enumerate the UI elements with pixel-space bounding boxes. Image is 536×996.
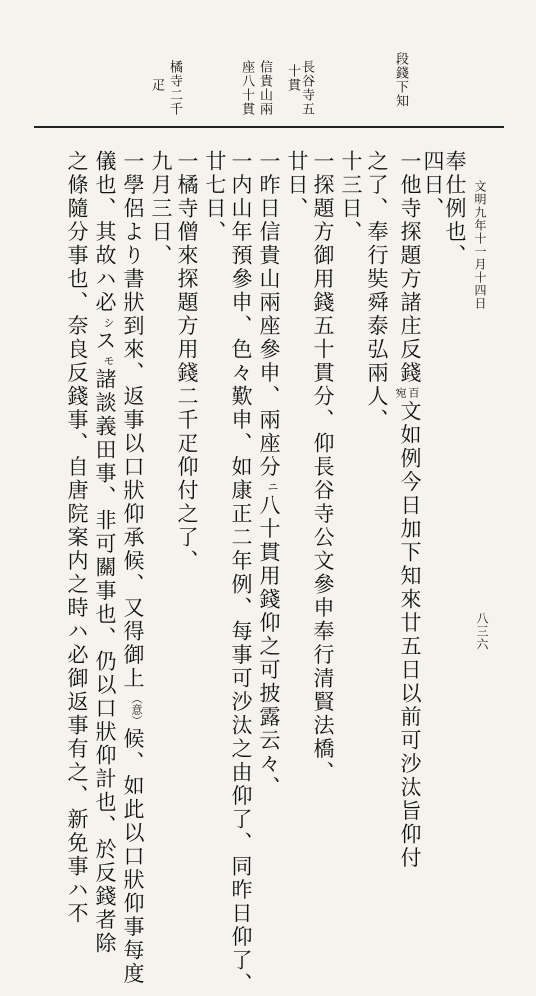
margin-note-1: 段錢下知 bbox=[393, 52, 408, 108]
text-line-14: 儀也、其故ハ必 シ ス モ 諸談義田事、非可關事也、仍以口狀仰計也、於反錢者除 bbox=[93, 150, 117, 956]
text-line-15: 之條隨分事也、奈良反錢事、自唐院案内之時ハ必御返事有之、新免事ハ不 bbox=[65, 150, 89, 926]
inline-annotation: （意） bbox=[130, 692, 143, 726]
running-title: 文明九年十一月十四日 bbox=[473, 180, 487, 310]
margin-note-4b: 疋 bbox=[149, 78, 164, 92]
text-line-5: 十三日、 bbox=[339, 150, 363, 244]
text-line-10: 廿七日、 bbox=[203, 150, 227, 244]
inline-annotation: 百 宛 bbox=[394, 387, 420, 398]
text-line-1: 奉仕例也、 bbox=[443, 150, 467, 268]
inline-annotation: シ bbox=[102, 316, 115, 328]
text-line-9: 一内山年預參申、色々歎申、如康正二年例、每事可沙汰之由仰了、同昨日仰了、 bbox=[229, 150, 253, 996]
margin-note-2: 長谷寺五 bbox=[299, 60, 314, 116]
text-line-13: 一學侶より書狀到來、返事以口狀仰承候、又得御上 （意） 候、如此以口狀仰事每度 bbox=[121, 150, 145, 986]
margin-note-3: 信貴山兩 bbox=[257, 60, 272, 116]
inline-annotation: モ bbox=[102, 355, 115, 366]
text-line-4: 之了、奉行奘舜泰弘兩人、 bbox=[365, 150, 389, 432]
page-number: 八三六 bbox=[475, 612, 489, 651]
text-line-7: 廿日、 bbox=[285, 150, 309, 221]
text-line-8: 一昨日信貴山兩座參申、兩座分 ニ 八十貫用錢仰之可披露云々、 bbox=[257, 150, 281, 800]
text-line-6: 一探題方御用錢五十貫分、仰長谷寺公文參申奉行清賢法橋、 bbox=[311, 150, 335, 785]
text-line-3: 一他寺探題方諸庄反錢 百 宛 文如例今日加下知來廿五日以前可沙汰旨仰付 bbox=[394, 150, 422, 870]
inline-annotation: ニ bbox=[266, 481, 279, 492]
text-line-11: 一橘寺僧來探題方用錢二千疋仰付之了、 bbox=[175, 150, 199, 573]
margin-note-2b: 十貫 bbox=[285, 64, 300, 92]
text-line-12: 九月三日、 bbox=[149, 150, 173, 268]
header-rule bbox=[34, 126, 504, 128]
text-line-2: 四日、 bbox=[421, 150, 445, 221]
margin-note-3b: 座八十貫 bbox=[239, 60, 254, 116]
margin-note-4: 橘寺二千 bbox=[167, 60, 182, 116]
